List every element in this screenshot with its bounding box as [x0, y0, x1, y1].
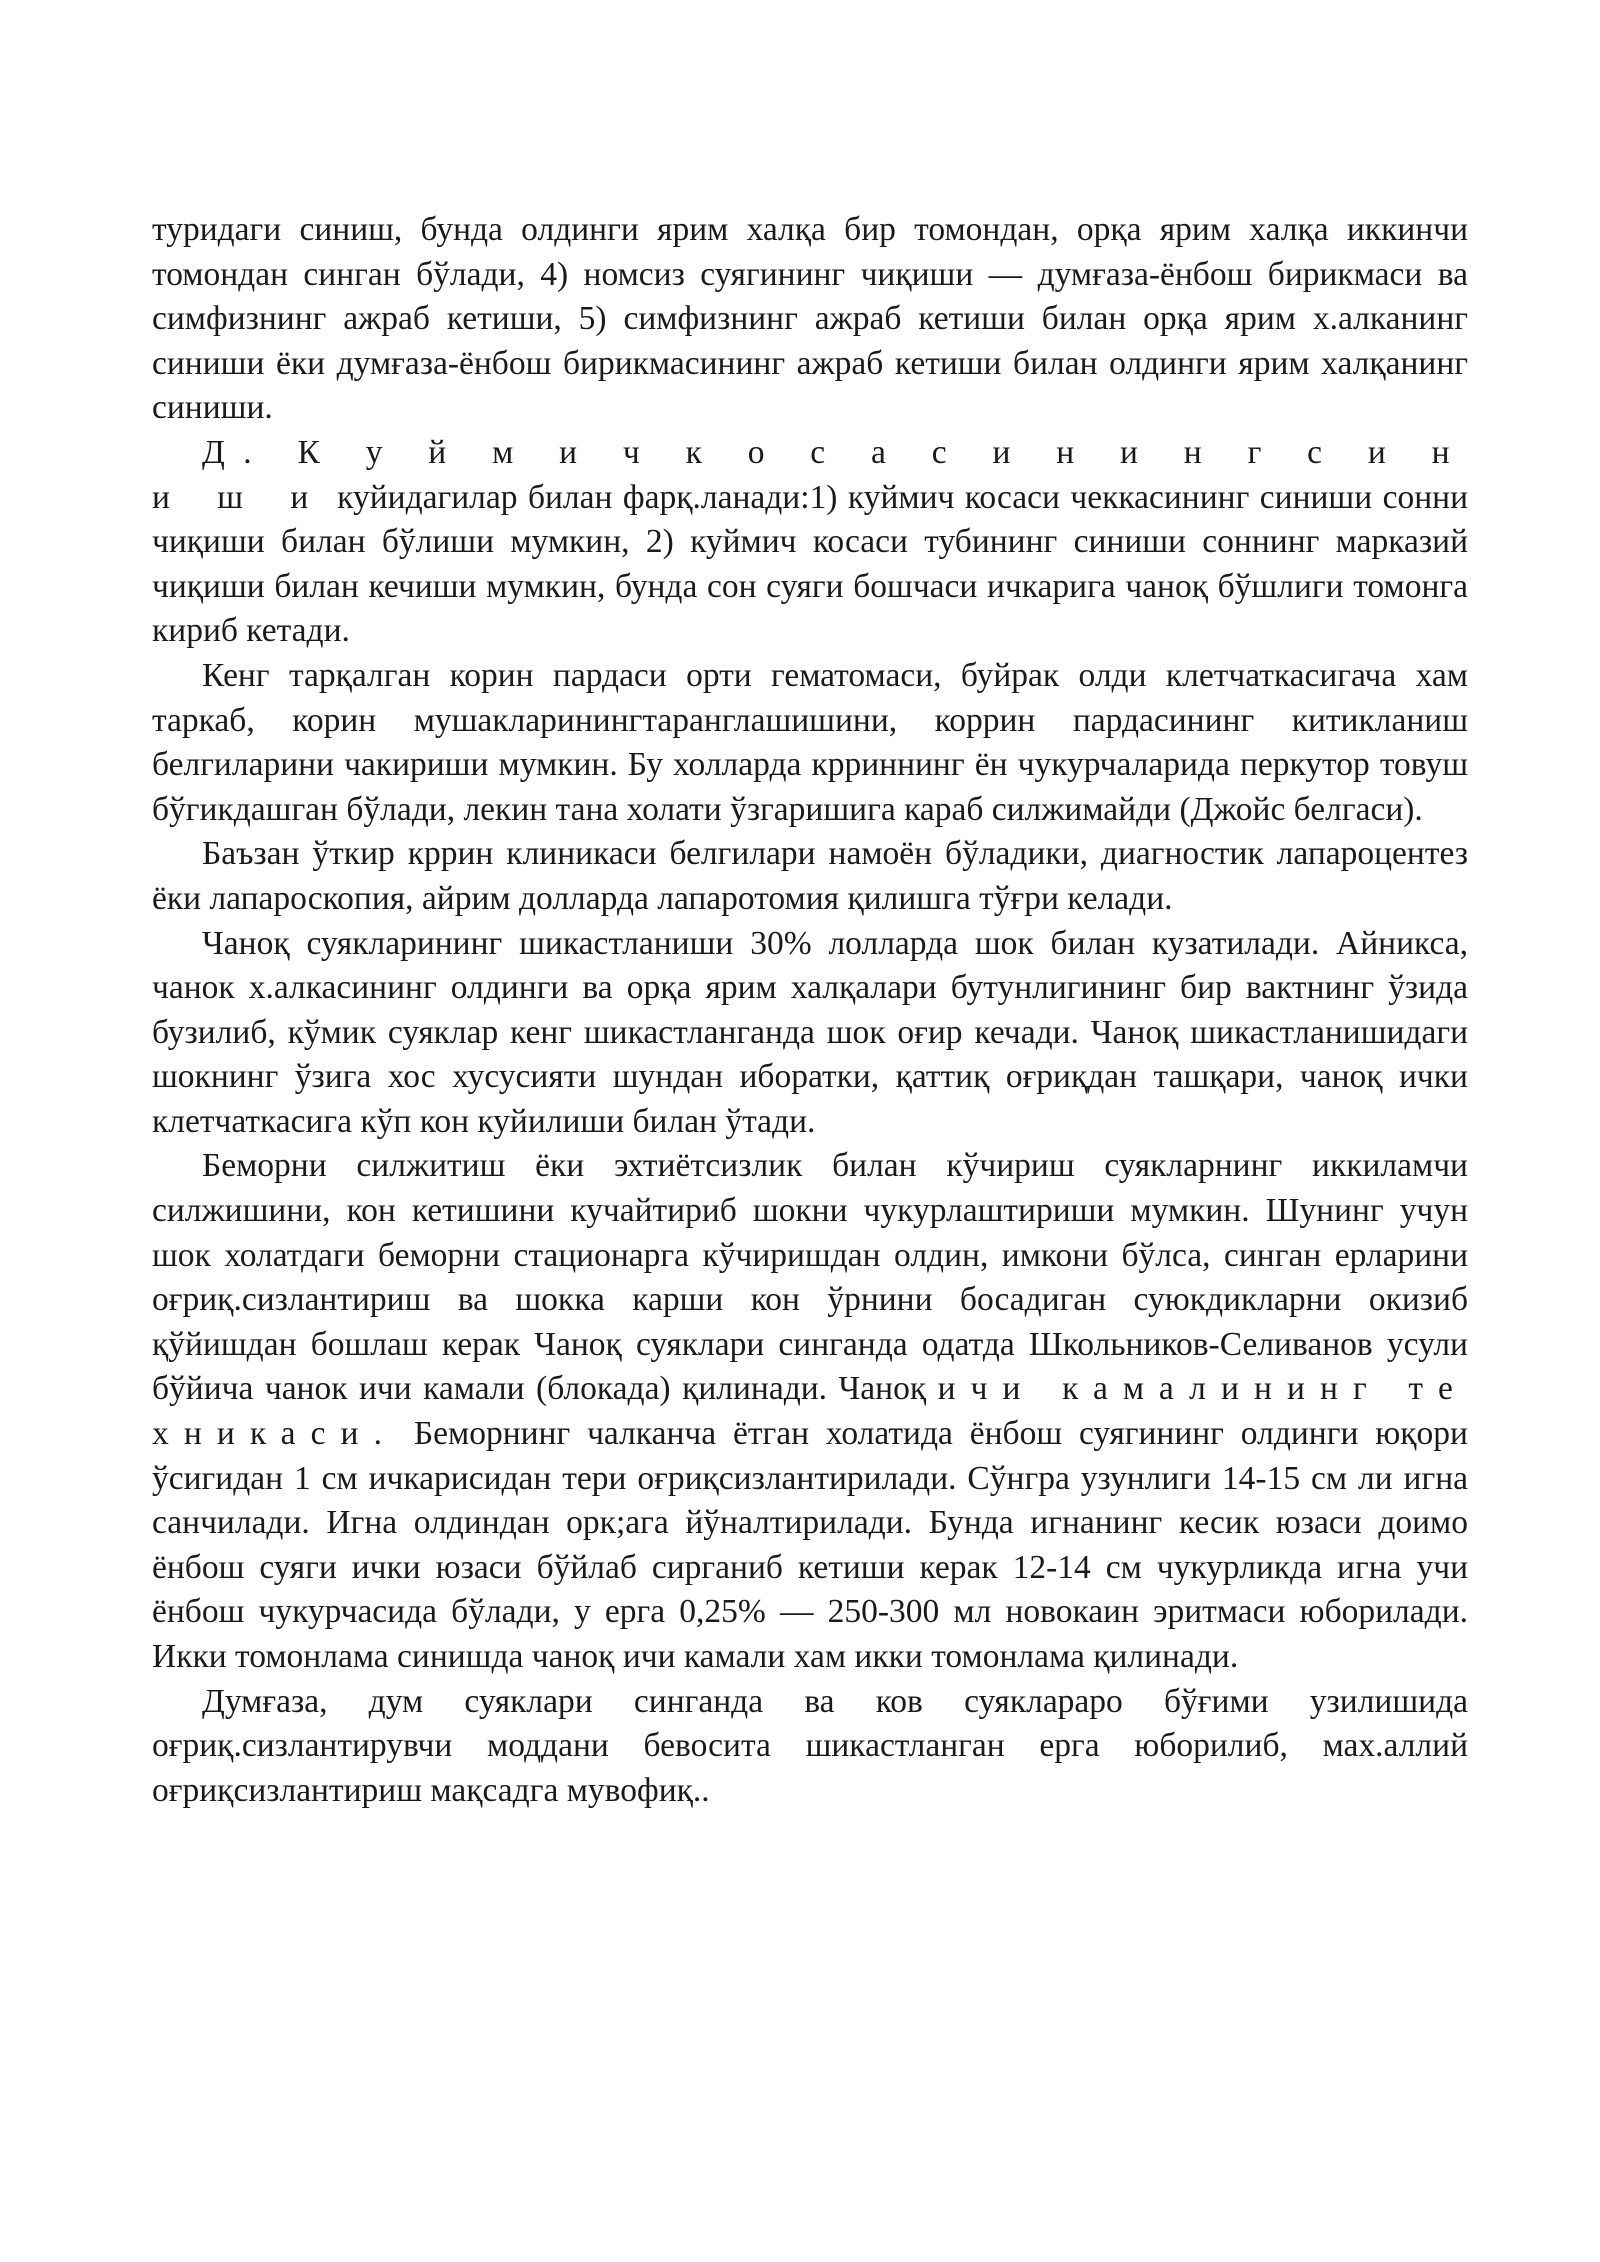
paragraph-1: туридаги синиш, бунда олдинги ярим халқа бир томондан, орқа ярим халқа иккинчи томондан синган бўлади, 4) номсиз суягининг чиқиши — думғаза-ёнбош бирикмаси ва симфизнинг ажраб кетиши, 5) симфизнинг ажраб кетиши билан орқа ярим х.алканинг синиши ёки думғаза-ёнбош бирикмасининг ажраб кетиши билан олдинги ярим халқанинг синиши.	[152, 211, 1468, 427]
paragraph-5: Чаноқ суякларининг шикастланиши 30% лолларда шок билан кузатилади. Айникса, чанок х.алкасининг олдинги ва орқа ярим халқалари бутунлигининг бир вактнинг ўзида бузилиб, кўмик суяклар кенг шикастланганда шок оғир кечади. Чаноқ шикастланишидаги шокнинг ўзига хос хусусияти шундан иборатки, қаттиқ оғриқдан ташқари, чаноқ ички клетчаткасига кўп кон куйилиши билан ўтади.	[152, 924, 1468, 1140]
paragraph-4: Баъзан ўткир кррин клиникаси белгилари намоён бўладики, диагностик лапароцентез ёки лапароскопия, айрим долларда лапаротомия қилишга тўғри келади.	[152, 835, 1468, 917]
paragraph-7: Думғаза, дум суяклари синганда ва ков суяклараро бўғими узилишида оғриқ.сизлантирувчи моддани бевосита шикастланган ерга юборилиб, мах.аллий оғриқсизлантириш мақсадга мувофиқ..	[152, 1682, 1468, 1809]
paragraph-6	[152, 1144, 1468, 1679]
paragraph-2-heading: Д. К у й м и ч к о с а с и н и н г с и н и ш и	[152, 433, 1468, 516]
paragraph-2	[152, 431, 1468, 654]
paragraph-2-text: куйидагилар билан фарқ.ланади:1) куймич косаси чеккасининг синиши сонни чиқиши билан бўлиши мумкин, 2) куймич косаси тубининг синиши соннинг марказий чиқиши билан кечиши мумкин, бунда сон суяги бошчаси ичкарига чаноқ бўшлиги томонга кириб кетади.	[152, 478, 1469, 650]
paragraph-6-text-b: Беморнинг чалканча ётган холатида ёнбош суягининг олдинги юқори ўсигидан 1 см ичкарисидан тери оғриқсизлантирилади. Сўнгра узунлиги 14-15 см ли игна санчилади. Игна олдиндан орк;ага йўналтирилади. Бунда игнанинг кесик юзаси доимо ёнбош суяги ички юзаси бўйлаб сирганиб кетиши керак 12-14 см чукурликда игна учи ёнбош чукурчасида бўлади, у ерга 0,25% — 250-300 мл новокаин эритмаси юборилади. Икки томонлама синишда чаноқ ичи камали хам икки томонлама қилинади.	[152, 1415, 1468, 1675]
paragraph-3: Кенг тарқалган корин пардаси орти гематомаси, буйрак олди клетчаткасигача хам таркаб, корин мушакларинингтаранглашишини, коррин пардасининг китикланиш белгиларини чакириши мумкин. Бу холларда крриннинг ён чукурчаларида перкутор товуш бўгикдашган бўлади, лекин тана холати ўзгаришига караб силжимайди (Джойс белгаси).	[152, 656, 1468, 828]
paragraph-6-spaced-term: ичи камалининг те хникаси.	[152, 1370, 1468, 1453]
document-body	[152, 208, 1468, 1813]
paragraph-6-text-a: Беморни силжитиш ёки эхтиётсизлик билан кўчириш суякларнинг иккиламчи силжишини, кон кетишини кучайтириб шокни чукурлаштириши мумкин. Шунинг учун шок холатдаги беморни стационарга кўчиришдан олдин, имкони бўлса, синган ерларини оғриқ.сизлантириш ва шокка карши кон ўрнини босадиган суюкдикларни окизиб қўйишдан бошлаш керак Чаноқ суяклари синганда одатда Школьников-Селиванов усули бўйича чанок ичи камали (блокада) қилинади. Чаноқ	[152, 1147, 1468, 1408]
